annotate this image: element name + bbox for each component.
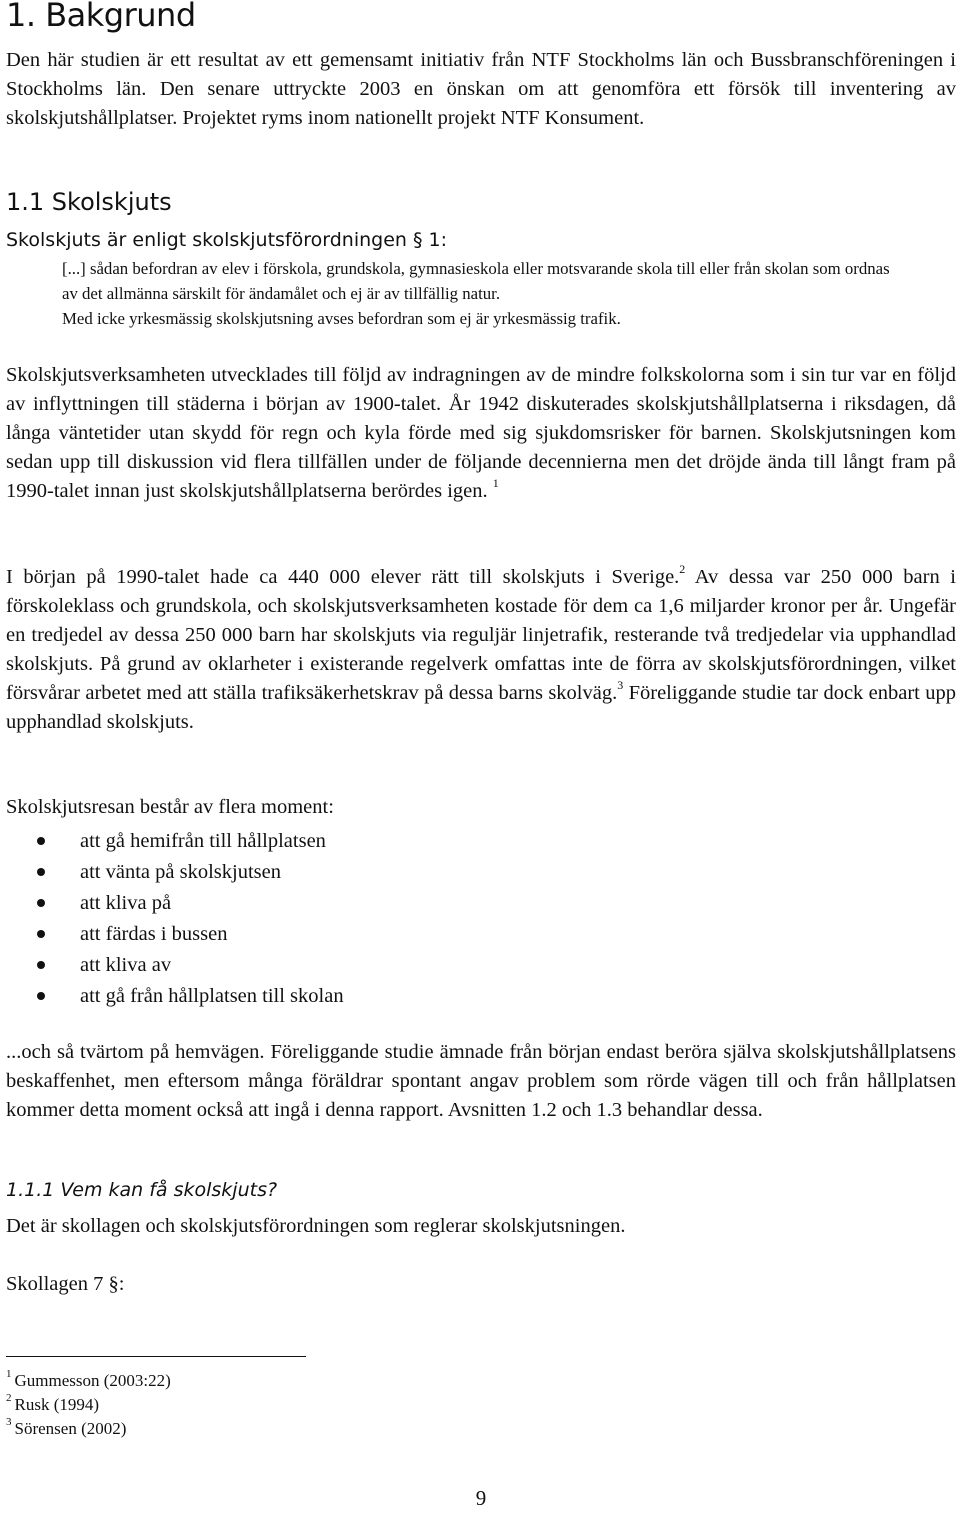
bullet-icon [37,837,45,845]
footnote-item: $^3$ Sörensen (2002) [6,1416,127,1438]
bullet-icon [37,930,45,938]
list-item: att kliva av [6,950,344,981]
bullet-icon [37,961,45,969]
law-paragraph: Det är skollagen och skolskjutsförordningen som reglerar skolskjutsningen. [6,1215,626,1237]
law-reference: Skollagen 7 §: [6,1273,125,1295]
bullet-icon [37,868,45,876]
footnote-ref-2[interactable]: 2 [679,562,686,577]
page-number: 9 [475,1486,487,1510]
definition-lead: Skolskjuts är enligt skolskjutsförordningen § 1: [6,229,448,251]
quote-paragraph-1: [...] sådan befordran av elev i förskola, grundskola, gymnasieskola eller motsvarande skola till eller från skolan som ordnas av det allmänna särskilt för ändamålet och ej är av tillfällig natur. [62,259,890,303]
section-heading-1: 1. Bakgrund [6,0,196,34]
history-paragraph [6,361,956,506]
intro-paragraph: Den här studien är ett resultat av ett gemensamt initiativ från NTF Stockholms län och Bussbranschföreningen i Stockholms län. Den senare uttryckte 2003 en önskan om att genomföra ett försök till inventering av skolskjutshållplatser. Projektet ryms inom nationellt projekt NTF Konsument. [6,49,956,129]
footnote-divider [6,1356,306,1357]
footnote-ref-3[interactable]: 3 [617,678,624,693]
list-item: att gå hemifrån till hållplatsen [6,826,344,857]
numbers-text-2: Av dessa var 250 000 barn i förskoleklass och grundskola, och skolskjutsverksamheten kostade för dem ca 1,6 miljarder kronor per år. Ungefär en tredjedel av dessa 250 000 barn har skolskjuts via reguljär linjetrafik, resterande två tredjedelar via upphandlad skolskjuts. På grund av oklarheter i existerande regelverk omfattas inte de förra av skolskjutsförordningen, vilket försvårar arbetet med att ställa trafiksäkerhetskrav på dessa barns skolväg. [6,566,956,704]
list-item: att kliva på [6,888,344,919]
moments-intro: Skolskjutsresan består av flera moment: [6,796,334,818]
bullet-icon [37,899,45,907]
footnote-item: $^2$ Rusk (1994) [6,1392,100,1414]
footnote-item: $^1$ Gummesson (2003:22) [6,1368,171,1390]
moments-list [6,826,344,1012]
bullet-icon [37,992,45,1000]
history-text: Skolskjutsverksamheten utvecklades till följd av indragningen av de mindre folkskolorna som i sin tur var en följd av inflyttningen till städerna i början av 1900-talet. År 1942 diskuterades skolskjutshållplatserna i riksdagen, då långa väntetider utan skydd för regn och kyla förde med sig sjukdomsrisker för barnen. Skolskjutsningen kom sedan upp till diskussion vid flera tillfällen under de följande decennierna men det dröjde ända till långt fram på 1990-talet innan just skolskjutshållplatserna berördes igen. [6,364,956,502]
numbers-text-3: Föreliggande studie tar dock enbart upp upphandlad skolskjuts. [6,682,956,733]
numbers-paragraph [6,563,956,737]
list-item: att vänta på skolskjutsen [6,857,344,888]
footnote-ref-1[interactable]: 1 [492,476,499,491]
footnotes-list [6,1369,171,1441]
section-heading-1-1: 1.1 Skolskjuts [6,188,172,216]
list-item: att gå från hållplatsen till skolan [6,981,344,1012]
list-item: att färdas i bussen [6,919,344,950]
return-paragraph: ...och så tvärtom på hemvägen. Föreliggande studie ämnade från början endast beröra själva skolskjutshållplatsens beskaffenhet, men eftersom många föräldrar spontant angav problem som rörde vägen till och från hållplatsen kommer detta moment också att ingå i denna rapport. Avsnitten 1.2 och 1.3 behandlar dessa. [6,1041,956,1121]
numbers-text-1: I början på 1990-talet hade ca 440 000 elever rätt till skolskjuts i Sverige. [6,566,680,588]
section-heading-1-1-1: 1.1.1 Vem kan få skolskjuts? [6,1179,278,1201]
quote-block [62,256,892,331]
quote-paragraph-2: Med icke yrkesmässig skolskjutsning avses befordran som ej är yrkesmässig trafik. [62,309,621,328]
